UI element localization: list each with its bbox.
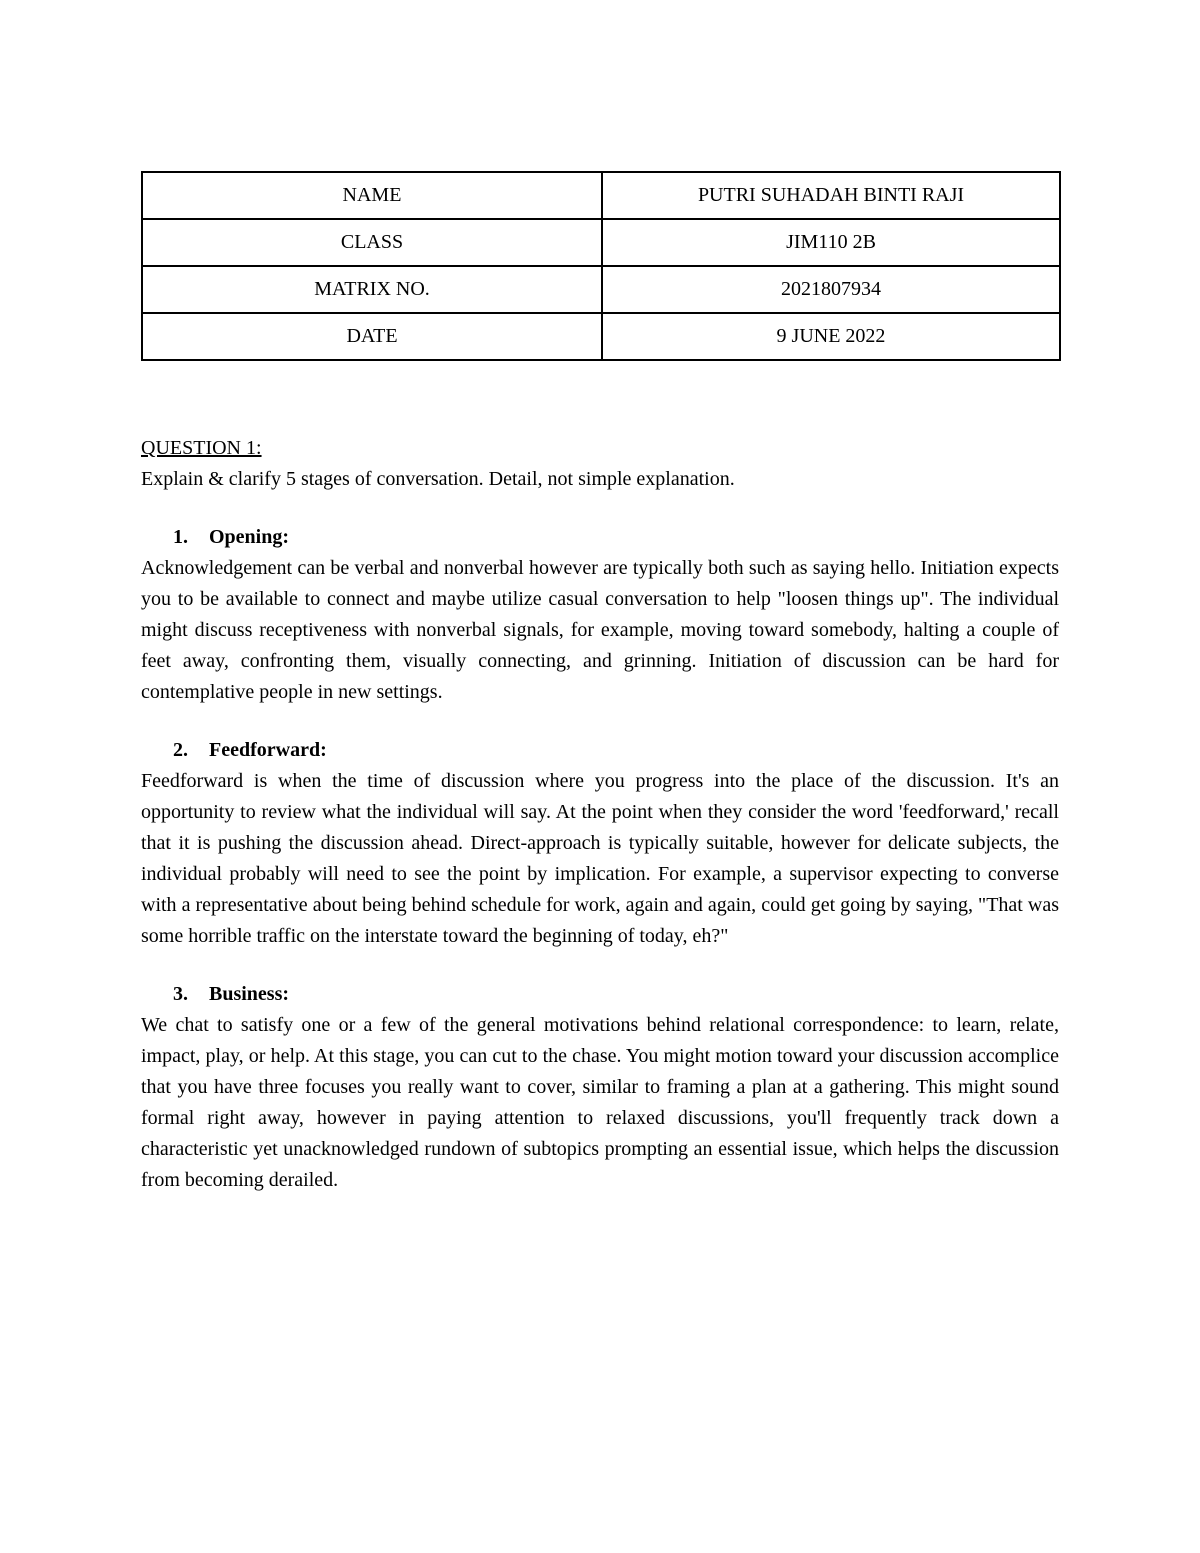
date-value-cell: 9 JUNE 2022 — [602, 313, 1060, 360]
section-feedforward — [141, 735, 1059, 952]
section-opening — [141, 522, 1059, 708]
section-body: Feedforward is when the time of discussion where you progress into the place of the discussion. It's an opportunity to review what the individual will say. At the point when they consider the word 'feedforward,' recall that it is pushing the discussion ahead. Direct-approach is typically suitable, however for delicate subjects, the individual probably will need to see the point by implication. For example, a supervisor expecting to converse with a representative about being behind schedule for work, again and again, could get going by saying, "That was some horrible traffic on the interstate toward the beginning of today, eh?" — [141, 770, 1059, 947]
date-label-cell: DATE — [142, 313, 602, 360]
student-info-table — [141, 171, 1061, 361]
question-label: QUESTION 1: — [141, 437, 262, 459]
section-title: Opening: — [209, 526, 290, 548]
table-row — [142, 172, 1060, 219]
section-business — [141, 979, 1059, 1196]
question-text: Explain & clarify 5 stages of conversation. Detail, not simple explanation. — [141, 468, 735, 490]
matrix-label-cell: MATRIX NO. — [142, 266, 602, 313]
section-body: Acknowledgement can be verbal and nonverbal however are typically both such as saying hello. Initiation expects you to be available to connect and maybe utilize casual conversation to help "loosen things up". The individual might discuss receptiveness with nonverbal signals, for example, moving toward somebody, halting a couple of feet away, confronting them, visually connecting, and grinning. Initiation of discussion can be hard for contemplative people in new settings. — [141, 557, 1059, 703]
section-body: We chat to satisfy one or a few of the general motivations behind relational correspondence: to learn, relate, impact, play, or help. At this stage, you can cut to the chase. You might motion toward your discussion accomplice that you have three focuses you really want to cover, similar to framing a plan at a gathering. This might sound formal right away, however in paying attention to relaxed discussions, you'll frequently track down a characteristic yet unacknowledged rundown of subtopics prompting an essential issue, which helps the discussion from becoming derailed. — [141, 1014, 1059, 1191]
document-content — [141, 433, 1059, 1196]
table-row — [142, 313, 1060, 360]
section-heading — [141, 735, 1059, 766]
class-label-cell: CLASS — [142, 219, 602, 266]
section-heading — [141, 522, 1059, 553]
section-number: 1. — [173, 526, 188, 548]
section-title: Feedforward: — [209, 739, 327, 761]
table-row — [142, 219, 1060, 266]
class-value-cell: JIM110 2B — [602, 219, 1060, 266]
section-number: 2. — [173, 739, 188, 761]
section-heading — [141, 979, 1059, 1010]
table-row — [142, 266, 1060, 313]
name-label-cell: NAME — [142, 172, 602, 219]
name-value-cell: PUTRI SUHADAH BINTI RAJI — [602, 172, 1060, 219]
section-title: Business: — [209, 983, 290, 1005]
matrix-value-cell: 2021807934 — [602, 266, 1060, 313]
section-number: 3. — [173, 983, 188, 1005]
